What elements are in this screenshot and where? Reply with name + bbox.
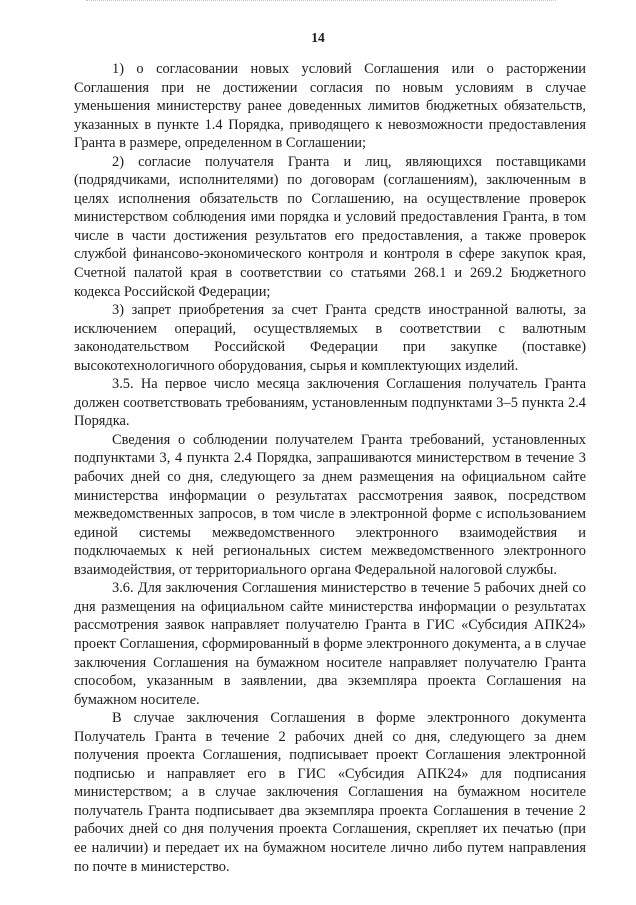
- paragraph-3-6-agreement-conclusion: 3.6. Для заключения Соглашения министерство в течение 5 рабочих дней со дня размещения на официальном сайте министерства информации о результатах рассмотрения заявок направляет получателю Гранта в ГИС «Субсидия АПК24» проект Соглашения, сформированный в форме электронного документа, а в случае заключения Соглашения на бумажном носителе направляет получателю Гранта способом, указанным в заявлении, два экземпляра проекта Соглашения на бумажном носителе.: [74, 580, 586, 708]
- paragraph-electronic-signing: В случае заключения Соглашения в форме электронного документа Получатель Гранта в течение 2 рабочих дней со дня, следующего за днем получения проекта Соглашения, подписывает проект Соглашения электронной подписью и направляет его в ГИС «Субсидия АПК24» для подписания министерством; а в случае заключения Соглашения на бумажном носителе получатель Гранта подписывает два экземпляра проекта Соглашения в течение 2 рабочих дней со дня получения проекта Соглашения, скрепляет их печатью (при ее наличии) и передает их на бумажном носителе лично либо путем направления по почте в министерство.: [74, 710, 586, 875]
- page-number: 14: [311, 30, 325, 45]
- paragraph-compliance-info: Сведения о соблюдении получателем Гранта требований, установленных подпунктами 3, 4 пункта 2.4 Порядка, запрашиваются министерством в течение 3 рабочих дней со дня, следующего за днем размещения на официальном сайте министерства информации о результатах рассмотрения заявок, посредством межведомственных запросов, в том числе в электронной форме с использованием единой системы межведомственного электронного взаимодействия и подключаемых к ней региональных систем межведомственного электронного взаимодействия, от территориального органа Федеральной налоговой службы.: [74, 431, 586, 578]
- paragraph-1-agreement-terms: 1) о согласовании новых условий Соглашения или о расторжении Соглашения при не достижении согласия по новым условиям в случае уменьшения министерству ранее доведенных лимитов бюджетных обязательств, указанных в пункте 1.4 Порядка, приводящего к невозможности предоставления Гранта в размере, определенном в Соглашении;: [74, 61, 586, 152]
- paragraph-3-5-requirements: 3.5. На первое число месяца заключения Соглашения получатель Гранта должен соответствовать требованиям, установленным подпунктами 3–5 пункта 2.4 Порядка.: [74, 376, 586, 430]
- document-body: [74, 60, 586, 876]
- paragraph-3-currency-ban: 3) запрет приобретения за счет Гранта средств иностранной валюты, за исключением операций, осуществляемых в соответствии с валютным законодательством Российской Федерации при закупке (поставке) высокотехнологичного оборудования, сырья и комплектующих изделий.: [74, 302, 586, 374]
- paragraph-2-consent-inspections: 2) согласие получателя Гранта и лиц, являющихся поставщиками (подрядчиками, исполнителями) по договорам (соглашениям), заключенным в целях исполнения обязательств по Соглашению, на осуществление проверок министерством соблюдения ими порядка и условий предоставления Гранта, в том числе в части достижения результатов его предоставления, а также проверок службой финансово-экономического контроля и контроля в сфере закупок края, Счетной палатой края в соответствии со статьями 268.1 и 269.2 Бюджетного кодекса Российской Федерации;: [74, 153, 586, 300]
- top-edge-artifact: [86, 0, 556, 3]
